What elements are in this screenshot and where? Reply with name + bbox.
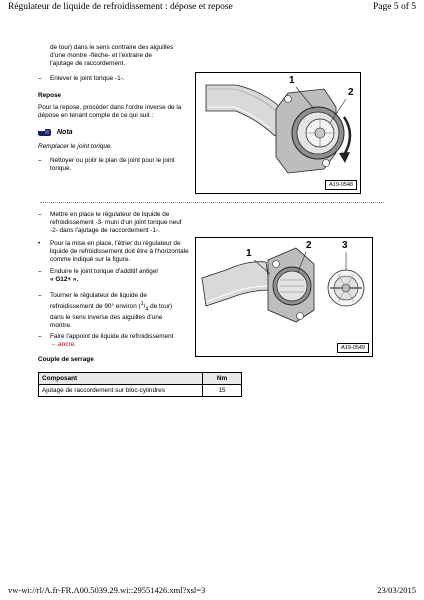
torque-table	[38, 372, 242, 397]
step-install-thermostat: – Mettre en place le régulateur de liquide de refroidissement -3- muni d'un joint torique neuf -2- dans l'ajutage de raccordement -1-.	[38, 211, 182, 235]
anchor-link[interactable]: → ancre	[50, 341, 75, 349]
dash-marker: –	[38, 75, 42, 82]
cell-component: Ajutage de raccordement sur bloc-cylindres	[39, 385, 203, 397]
torque-heading: Couple de serrage	[38, 356, 94, 363]
cell-nm: 15	[203, 385, 242, 397]
document-title: Régulateur de liquide de refroidissement : dépose et repose	[8, 2, 233, 12]
note-hand-icon	[38, 127, 51, 137]
footer-url: vw-wi://rl/A.fr-FR.A00.5039.29.wi::29551426.xml?xsl=3	[8, 585, 206, 595]
callout-1: 1	[289, 75, 295, 86]
dash-marker: –	[38, 157, 42, 164]
section-separator	[40, 202, 384, 203]
callout-3: 3	[342, 240, 348, 251]
page-number: Page 5 of 5	[372, 2, 416, 12]
figure-id: A19-0549	[337, 343, 369, 353]
callout-2: 2	[306, 240, 312, 251]
dash-marker: –	[38, 268, 42, 275]
figure-thermostat-install	[195, 237, 373, 357]
dash-marker: –	[38, 211, 42, 218]
note-box	[38, 127, 73, 137]
step-clean-surface: – Nettoyer ou polir le plan de joint pour le joint torique.	[38, 157, 175, 173]
callout-2: 2	[348, 87, 354, 98]
dash-marker: –	[38, 333, 42, 340]
figure-id: A19-0548	[325, 180, 357, 190]
step-coat-oring: – Enduire le joint torique d'additif antigel « G12+ ».	[38, 268, 158, 284]
page-footer	[8, 585, 416, 597]
step-top-up-coolant: – Faire l'appoint de liquide de refroidissement → ancre.	[38, 333, 174, 349]
continued-text: de tour) dans le sens contraire des aiguilles d'une montre -flèche- et l'extraire de l'ajutage de raccordement.	[50, 44, 174, 68]
footer-date: 23/03/2015	[377, 585, 416, 595]
dash-marker: –	[38, 292, 42, 299]
thermostat-install-illustration	[196, 238, 374, 358]
column-header-component: Composant	[39, 373, 203, 385]
thermostat-removal-illustration	[196, 73, 362, 195]
bullet-marker: •	[38, 240, 41, 247]
bullet-orientation: • Pour la mise en place, l'étrier du régulateur de liquide de refroidissement doit être à l'horizontale comme indiqué sur la figure.	[38, 240, 189, 264]
note-text: Remplacer le joint torique.	[38, 143, 113, 150]
step-rotate-thermostat: – Tourner le régulateur de liquide de refroidissement de 90° environ ($^1/_4$ de tour) dans le sens inverse des aiguilles d'une montre.	[38, 292, 173, 330]
callout-1: 1	[246, 248, 252, 259]
page-header	[8, 2, 416, 14]
repose-intro: Pour la repose, procéder dans l'ordre inverse de la dépose en tenant compte de ce qui suit :	[38, 104, 182, 120]
column-header-nm: Nm	[203, 373, 242, 385]
table-header-row	[39, 373, 242, 385]
figure-thermostat-removal	[195, 72, 361, 194]
note-label: Nota	[57, 128, 73, 136]
section-heading-repose: Repose	[38, 92, 62, 99]
table-row	[39, 385, 242, 397]
step-remove-oring: – Enlever le joint torique -1-.	[38, 75, 125, 82]
